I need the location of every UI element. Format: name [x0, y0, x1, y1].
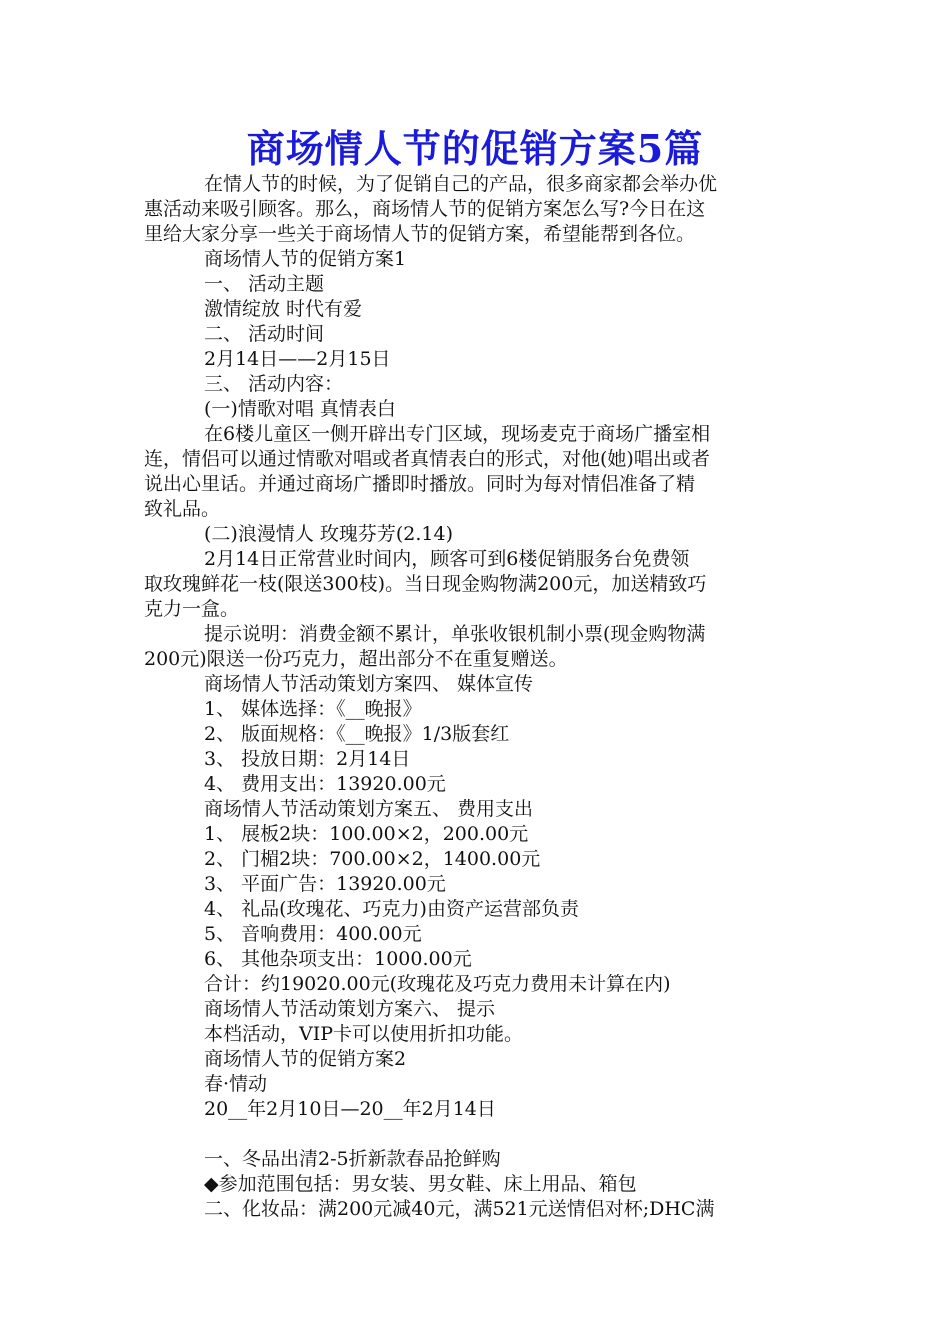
text-line: 一、 活动主题	[204, 273, 325, 295]
text-line: 二、化妆品：满200元减40元，满521元送情侣对杯;DHC满	[204, 1198, 715, 1220]
text-line	[144, 1122, 814, 1147]
text-line: 2月14日正常营业时间内，顾客可到6楼促销服务台免费领	[204, 548, 690, 570]
text-line: 在情人节的时候，为了促销自己的产品，很多商家都会举办优	[204, 173, 718, 195]
text-line: 2月14日——2月15日	[204, 348, 391, 370]
text-line: 说出心里话。并通过商场广播即时播放。同时为每对情侣准备了精	[144, 473, 696, 495]
text-line: 1、 媒体选择：《__晚报》	[204, 698, 422, 720]
text-line: 商场情人节的促销方案2	[204, 1048, 407, 1070]
text-line: 5、 音响费用：400.00元	[204, 923, 422, 945]
text-line: 3、 平面广告：13920.00元	[204, 873, 446, 895]
text-line: 200元)限送一份巧克力，超出部分不在重复赠送。	[144, 648, 568, 670]
text-line: 1、 展板2块：100.00×2，200.00元	[204, 823, 529, 845]
text-line: 取玫瑰鲜花一枝(限送300枝)。当日现金购物满200元，加送精致巧	[144, 573, 707, 595]
text-line: 商场情人节活动策划方案四、 媒体宣传	[204, 673, 534, 695]
text-line: 商场情人节活动策划方案六、 提示	[204, 998, 496, 1020]
text-line: 2、 门楣2块：700.00×2，1400.00元	[204, 848, 541, 870]
text-line: 本档活动，VIP卡可以使用折扣功能。	[204, 1023, 524, 1045]
text-line: 2、 版面规格：《__晚报》1/3版套红	[204, 723, 510, 745]
text-line: ◆参加范围包括：男女装、男女鞋、床上用品、箱包	[204, 1173, 637, 1195]
text-line: 3、 投放日期：2月14日	[204, 748, 411, 770]
text-line: 致礼品。	[144, 498, 221, 520]
text-line: 4、 费用支出：13920.00元	[204, 773, 446, 795]
text-line: 里给大家分享一些关于商场情人节的促销方案，希望能帮到各位。	[144, 223, 696, 245]
text-line: 连，情侣可以通过情歌对唱或者真情表白的形式，对他(她)唱出或者	[144, 448, 710, 470]
text-line: 二、 活动时间	[204, 323, 325, 345]
text-line: 三、 活动内容：	[204, 373, 344, 395]
text-line: 惠活动来吸引顾客。那么，商场情人节的促销方案怎么写?今日在这	[144, 198, 706, 220]
text-line: 克力一盒。	[144, 598, 240, 620]
text-line: 一、冬品出清2-5折新款春品抢鲜购	[204, 1148, 501, 1170]
document-body	[144, 172, 814, 1222]
text-line: 4、 礼品(玫瑰花、巧克力)由资产运营部负责	[204, 898, 579, 920]
text-line: 合计：约19020.00元(玫瑰花及巧克力费用未计算在内)	[204, 973, 671, 995]
text-line: (一)情歌对唱 真情表白	[204, 398, 396, 420]
text-line: (二)浪漫情人 玫瑰芬芳(2.14)	[204, 523, 453, 545]
text-line: 商场情人节的促销方案1	[204, 248, 407, 270]
text-line: 激情绽放 时代有爱	[204, 298, 363, 320]
text-line: 在6楼儿童区一侧开辟出专门区域，现场麦克于商场广播室相	[204, 423, 711, 445]
text-line: 20__年2月10日—20__年2月14日	[204, 1098, 496, 1120]
text-line: 春·情动	[204, 1073, 268, 1095]
text-line: 商场情人节活动策划方案五、 费用支出	[204, 798, 534, 820]
text-line: 提示说明：消费金额不累计，单张收银机制小票(现金购物满	[204, 623, 706, 645]
document-title: 商场情人节的促销方案5篇	[246, 126, 704, 171]
text-line: 6、 其他杂项支出：1000.00元	[204, 948, 472, 970]
